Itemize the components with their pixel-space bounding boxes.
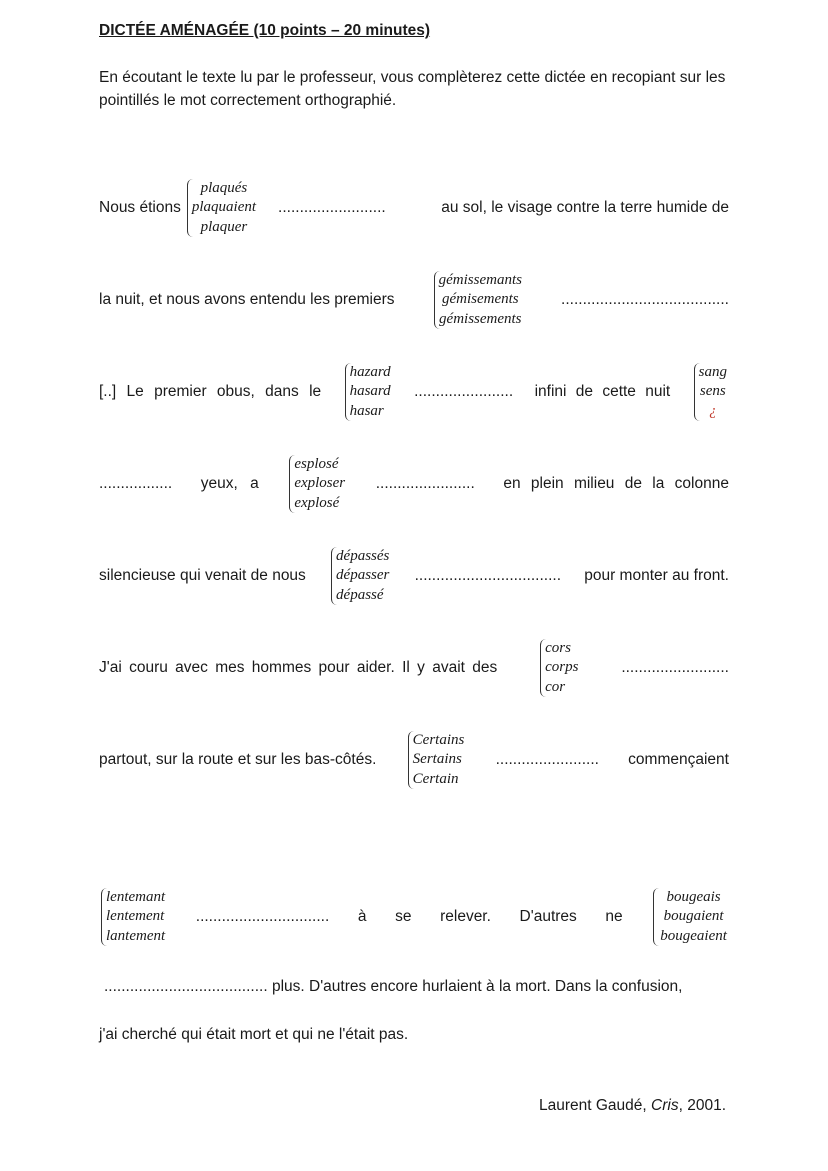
choice-option: gémissemants <box>438 271 522 288</box>
answer-blank[interactable]: ....................................... <box>561 291 729 308</box>
choice-option: gémisements <box>441 291 519 308</box>
dictation-line-2 <box>99 265 729 335</box>
line-word: ne <box>605 908 623 925</box>
dictation-line-1 <box>99 173 729 243</box>
choice-option: plaquaient <box>191 199 257 216</box>
source-citation <box>539 1097 726 1115</box>
choice-option: Certains <box>412 731 465 748</box>
choice-option: hasard <box>349 383 391 400</box>
choice-option: esplosé <box>294 455 339 472</box>
choice-option: lentement <box>106 908 165 925</box>
dictation-line-3 <box>99 357 729 427</box>
dictation-line-6 <box>99 633 729 703</box>
answer-blank[interactable]: ....................... <box>414 383 514 400</box>
dictation-line-7 <box>99 725 729 795</box>
choice-option: bougeaient <box>660 927 727 944</box>
line-word: se <box>395 908 412 925</box>
line-text: au sol, le visage contre la terre humide de <box>441 199 729 216</box>
choice-option: bougeais <box>666 888 721 905</box>
word-choices <box>101 888 165 947</box>
choice-option: hasar <box>349 402 384 419</box>
line-text: partout, sur la route et sur les bas-côtés. <box>99 751 377 768</box>
word-choices <box>331 547 389 606</box>
page-title: DICTÉE AMÉNAGÉE (10 points – 20 minutes) <box>99 22 431 39</box>
line-text: la nuit, et nous avons entendu les premiers <box>99 291 395 308</box>
line-word: relever. <box>440 908 491 925</box>
choice-option: plaquer <box>200 218 248 235</box>
choice-option: dépassés <box>336 547 390 564</box>
line-text: [..] Le premier obus, dans le <box>99 383 322 400</box>
choice-option: explosé <box>294 494 340 511</box>
choice-option: dépassé <box>336 586 384 603</box>
line-text: plus. D'autres encore hurlaient à la mort. Dans la confusion, <box>271 978 683 995</box>
line-text: infini de cette nuit <box>534 383 671 400</box>
dictation-line-4 <box>99 449 729 519</box>
answer-blank[interactable]: ....................... <box>375 475 475 492</box>
answer-blank[interactable]: ......................... <box>621 659 729 676</box>
answer-blank[interactable]: ........................ <box>495 751 599 768</box>
choice-option: Certain <box>412 770 459 787</box>
line-text: Nous étions <box>99 199 181 216</box>
choice-option: Sertains <box>412 751 462 768</box>
choice-option: bougaient <box>663 908 724 925</box>
choice-option: plaqués <box>200 179 248 196</box>
answer-blank[interactable]: ............................... <box>195 908 330 925</box>
word-choices <box>408 731 465 790</box>
line-text: silencieuse qui venait de nous <box>99 567 306 584</box>
answer-blank[interactable]: ................. <box>99 475 173 492</box>
choice-option: ¿ <box>709 402 717 419</box>
choice-option: lentemant <box>106 888 166 905</box>
instructions: En écoutant le texte lu par le professeur, vous complèterez cette dictée en recopiant sur les pointillés le mot correctement orthographié. <box>99 69 726 109</box>
word-choices <box>345 363 391 422</box>
choice-option: sens <box>699 383 726 400</box>
line-text: pour monter au front. <box>584 567 729 584</box>
choice-option: cor <box>545 678 566 695</box>
answer-blank[interactable]: ...................................... <box>104 978 268 995</box>
dictation-line-8 <box>99 882 729 952</box>
choice-option: lantement <box>106 927 166 944</box>
choice-option: dépasser <box>336 567 390 584</box>
word-choices <box>187 179 256 238</box>
dictation-line-9 <box>104 978 682 996</box>
choice-option: corps <box>545 659 579 676</box>
choice-option: exploser <box>294 475 346 492</box>
dictation-line-10: j'ai cherché qui était mort et qui ne l'était pas. <box>99 1026 409 1043</box>
line-word: D'autres <box>519 908 577 925</box>
author-name: Laurent Gaudé, <box>538 1097 647 1114</box>
choice-option: sang <box>698 363 727 380</box>
word-choices <box>289 455 345 514</box>
word-choices <box>540 639 578 698</box>
work-title: Cris <box>651 1097 679 1114</box>
line-word: à <box>357 908 367 925</box>
word-choices <box>434 271 522 330</box>
dictation-line-5 <box>99 541 729 611</box>
publication-year: , 2001. <box>678 1097 726 1114</box>
line-text: yeux, a <box>200 475 259 492</box>
choice-option: hazard <box>349 363 391 380</box>
line-text: en plein milieu de la colonne <box>503 475 729 492</box>
choice-option: gémissements <box>439 310 522 327</box>
choice-option: cors <box>545 639 571 656</box>
word-choices <box>653 888 727 947</box>
answer-blank[interactable]: .................................. <box>414 567 561 584</box>
line-text: commençaient <box>628 751 729 768</box>
answer-blank[interactable]: ......................... <box>278 199 386 216</box>
line-text: J'ai couru avec mes hommes pour aider. Il y avait des <box>99 659 498 676</box>
word-choices <box>694 363 727 422</box>
